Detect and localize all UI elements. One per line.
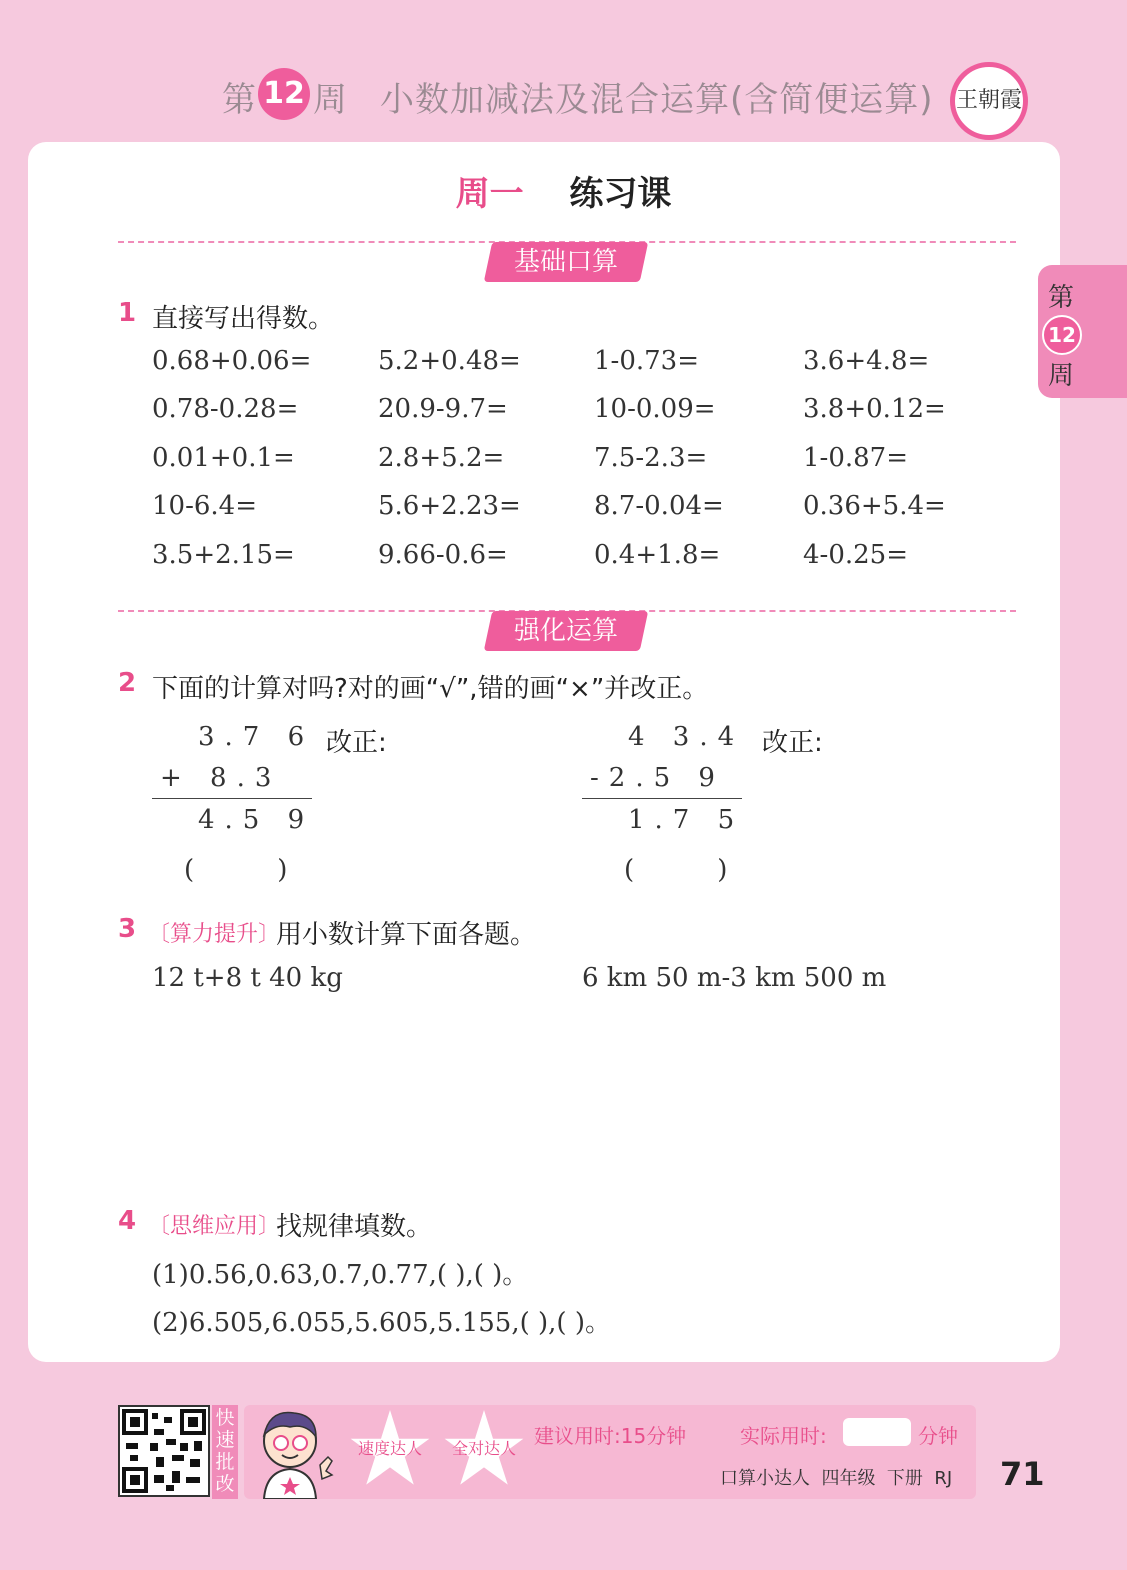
time-unit: 分钟 [918, 1424, 958, 1448]
speed-star-label: 速度达人 [357, 1439, 422, 1458]
sequence-line: (2)6.505,6.055,5.605,5.155,( ),( )。 [152, 1308, 611, 1338]
section-title: 基础口算 [513, 247, 618, 277]
suggested-time: 建议用时:15分钟 [534, 1424, 687, 1448]
math-item: 5.6+2.23= [378, 491, 521, 521]
math-item: 1-0.73= [594, 346, 700, 376]
qr-code[interactable] [118, 1405, 210, 1497]
quick-grade-label: 快速批改 [212, 1405, 238, 1499]
math-item: 8.7-0.04= [594, 491, 724, 521]
side-tab-top: 第 [1047, 283, 1074, 313]
math-item: 5.2+0.48= [378, 346, 521, 376]
math-item: 4-0.25= [803, 540, 909, 570]
actual-time-label: 实际用时: [740, 1424, 827, 1448]
calc-line [582, 798, 742, 799]
math-item: 0.01+0.1= [152, 443, 295, 473]
day-title [0, 166, 1127, 215]
problem-b: 6 km 50 m-3 km 500 m [582, 963, 887, 993]
correction-label: 改正: [326, 728, 387, 758]
vertical-calc-row: 1.7 5 [628, 805, 745, 835]
day-label: 周一 [455, 174, 524, 214]
side-week-tab [1038, 265, 1127, 398]
chapter-topic: 小数加减法及混合运算(含简便运算) [380, 80, 934, 120]
vertical-calc-row: 3.7 6 [198, 722, 315, 752]
vertical-calc-row: + 8.3 [160, 763, 282, 793]
math-item: 3.5+2.15= [152, 540, 295, 570]
question-tag: 〔算力提升〕 [148, 922, 281, 947]
week-prefix: 第 [222, 80, 256, 120]
question-text: 用小数计算下面各题。 [276, 920, 537, 950]
calc-line [152, 798, 312, 799]
question-text: 下面的计算对吗?对的画“√”,错的画“×”并改正。 [152, 674, 709, 704]
problem-a: 12 t+8 t 40 kg [152, 963, 343, 993]
vertical-calc-row: -2.5 9 [590, 763, 725, 793]
math-item: 0.4+1.8= [594, 540, 721, 570]
math-item: 10-0.09= [594, 394, 716, 424]
section-pill-advanced [484, 611, 649, 651]
question-number: 3 [118, 914, 137, 944]
side-tab-number: 12 [1042, 315, 1082, 355]
side-tab-bottom: 周 [1047, 361, 1074, 391]
math-item: 1-0.87= [803, 443, 909, 473]
question-tag: 〔思维应用〕 [148, 1214, 281, 1239]
qr-code-icon [120, 1407, 208, 1495]
question-number: 2 [118, 668, 137, 698]
math-item: 7.5-2.3= [594, 443, 708, 473]
math-item: 3.6+4.8= [803, 346, 930, 376]
accuracy-star-label: 全对达人 [451, 1439, 516, 1458]
correction-label: 改正: [762, 728, 823, 758]
answer-blank[interactable]: ( ) [184, 855, 298, 885]
lesson-label: 练习课 [569, 174, 672, 214]
question-text: 找规律填数。 [276, 1212, 433, 1242]
math-item: 3.8+0.12= [803, 394, 946, 424]
question-text: 直接写出得数。 [152, 304, 335, 334]
page-number: 71 [1000, 1455, 1045, 1493]
mascot-image [250, 1405, 340, 1499]
answer-blank[interactable]: ( ) [624, 855, 738, 885]
question-number: 4 [118, 1206, 137, 1236]
math-item: 0.36+5.4= [803, 491, 946, 521]
week-suffix: 周 [313, 80, 347, 120]
week-number-badge: 12 [258, 68, 310, 120]
publisher-logo: 王朝霞 [950, 62, 1028, 140]
question-number: 1 [118, 298, 137, 328]
vertical-calc-row: 4 3.4 [628, 722, 745, 752]
section-pill-basic [484, 242, 649, 282]
math-item: 10-6.4= [152, 491, 258, 521]
math-item: 0.68+0.06= [152, 346, 312, 376]
math-item: 9.66-0.6= [378, 540, 508, 570]
section-title: 强化运算 [513, 616, 618, 646]
math-item: 2.8+5.2= [378, 443, 505, 473]
vertical-calc-row: 4.5 9 [198, 805, 315, 835]
sequence-line: (1)0.56,0.63,0.7,0.77,( ),( )。 [152, 1260, 529, 1290]
math-item: 0.78-0.28= [152, 394, 299, 424]
math-item: 20.9-9.7= [378, 394, 508, 424]
actual-time-input[interactable] [843, 1418, 911, 1446]
book-info: 口算小达人 四年级 下册 RJ [720, 1468, 953, 1489]
